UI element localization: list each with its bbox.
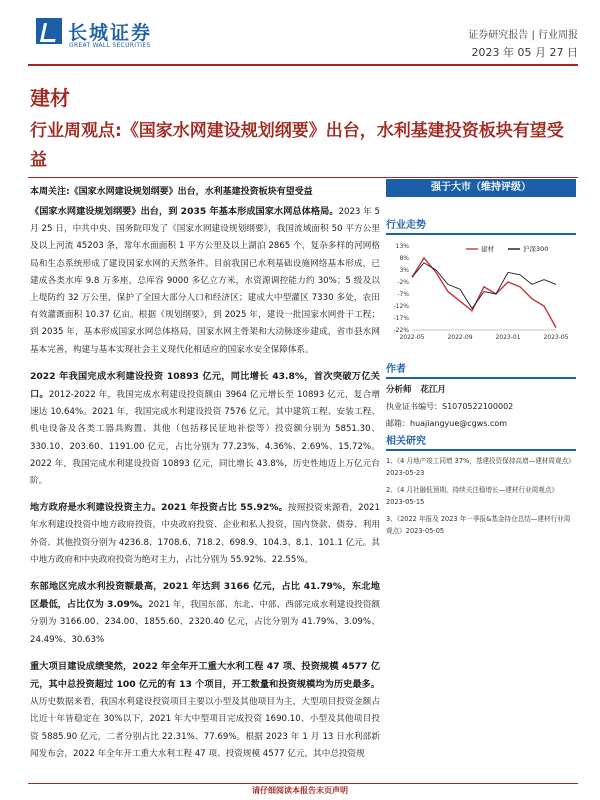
paragraph-lead: 地方政府是水利建设投资主力。2021 年投资占比 55.92%。 [30, 502, 288, 514]
paragraph-body: 按照投资来源看，2021 年水利建设投资中地方政府投资，中央政府投资、企业和私人投资，国内贷款、债券、利用外资、其他投资分别为 4236.8、1708.6、718.2、698.9、104.3、8.1、101.1 亿元。其中地方政府和中央政府投资为绝对主力，占比分别为 55.92%、22.55%。 [30, 503, 380, 565]
trend-section [386, 216, 576, 235]
y-tick-label: -22% [393, 327, 409, 334]
trend-heading: 行业走势 [386, 216, 576, 235]
main-body [30, 203, 380, 763]
related-list [386, 456, 576, 537]
paragraph [30, 658, 380, 763]
analyst-name: 花江月 [420, 385, 446, 395]
authors-heading: 作者 [386, 360, 576, 379]
paragraph-body: 2021 年，我国东部、东北、中部、西部完成水利建设投资额分别为 3166.00、234.00、1855.60、2320.40 亿元，占比分别为 41.79%、3.09%、24.49%、30.63% [30, 600, 380, 645]
y-tick-label: -2% [397, 279, 409, 286]
paragraph-lead: 东部地区完成水利投资额最高，2021 年达到 3166 亿元，占比 41.79%，东北地区最低，占比仅为 3.09%。 [30, 581, 380, 611]
paragraph-lead: 2022 年我国完成水利建设投资 10893 亿元，同比增长 43.8%，首次突破万亿关口。 [30, 370, 380, 401]
legend-label: 沪深300 [523, 245, 549, 253]
authors-section [386, 360, 576, 429]
y-tick-label: -12% [393, 303, 409, 310]
paragraph-body: 2023 年 5 月 25 日，中共中央、国务院印发了《国家水网建设规划纲要》，我国流域面积 50 平方公里及以上河流 45203 条，常年水面面积 1 平方公里及以上湖泊 2865 个，复杂多样的河网格局和生态系统形成了建设国家水网的天然条件。目前我国已水利基础设施网络基本形成，已建成各类水库 9.8 万多座，总库容 9000 多亿立方米，水资源调控能力约 30%；5 级及以上堤防约 32 万公里，保护了全国大部分人口和经济区；建成大中型灌区 7330 多处，农田有效灌溉面积 10.37 亿亩。根据《规划纲要》，到 2025 年，建设一批国家水网骨干工程；到 2035 年，基本形成国家水网总体格局，国家水网主骨架和大动脉逐步建成，省市县水网基本完善，构建与基本实现社会主义现代化相适应的国家水安全保障体系。 [30, 207, 380, 355]
footer-disclaimer: 请仔细阅读本报告末页声明 [252, 786, 348, 795]
y-tick-label: -7% [397, 291, 409, 298]
report-date: 2023 年 05 月 27 日 [471, 46, 578, 59]
trend-chart [386, 238, 576, 350]
footer-rule [28, 783, 578, 784]
paragraph-body: 从历史数据来看，我国水利建设投资项目主要以小型及其他项目为主，大型项目投资金额占比近十年皆稳定在 30%以下，2021 年大中型项目完成投资 1690.10、小型及其他项目投资 5885.90 亿元，二者分别占比 22.31%、77.69%。根据 2023 年 1 月 13 日水利部新闻发布会，2022 年全年开工重大水利工程 47 项、投资规模 4577 亿元，其中总投资规 [30, 697, 380, 759]
analyst-email[interactable]: 邮箱：huajiangyue@cgws.com [386, 419, 508, 428]
analyst-label: 分析师 [386, 385, 412, 395]
related-item[interactable]: 2、《4 月社融低预期，持续关注稳增长—建材行业周观点》2023-05-15 [386, 486, 559, 506]
x-tick-label: 2022-09 [447, 334, 473, 341]
x-tick-label: 2023-01 [495, 334, 521, 341]
paragraph-lead: 重大项目建设成绩斐然，2022 年全年开工重大水利工程 47 项、投资规模 4577 亿元，其中总投资超过 100 亿元的有 13 个项目，开工数量和投资规模均为历史最多。 [30, 660, 380, 691]
related-section [386, 432, 576, 543]
title-rule [28, 177, 578, 178]
company-logo [36, 18, 166, 52]
paragraph-lead: 《国家水网建设规划纲要》出台，到 2035 年基本形成国家水网总体格局。 [30, 206, 339, 217]
trend-chart-svg [386, 238, 576, 350]
paragraph [30, 368, 380, 490]
paragraph-body: 2012-2022 年，我国完成水利建设投资额由 3964 亿元增长至 10893 亿元，复合增速达 10.64%。2021 年，我国完成水利建设投资 7576 亿元，其中建筑工程、安装工程、机电设备及各类工器具购置、其他（包括移民征地补偿等）投资额分别为 5851.30、330.10、203.60、1191.00 亿元，占比分别为 77.23%、4.36%、2.69%、15.72%。2022 年，我国完成水利建设投资 10893 亿元，同比增长 43.8%，历史性地迈上万亿元台阶。 [30, 390, 381, 487]
rating-badge: 强于大市（维持评级） [386, 179, 576, 197]
logo-en-text: GREAT WALL SECURITIES [69, 42, 151, 49]
y-tick-label: -17% [393, 315, 409, 322]
logo-cn-text: 长城证券 [68, 22, 153, 44]
y-tick-label: 3% [399, 267, 409, 274]
report-type: 证券研究报告 | 行业周报 [468, 30, 578, 41]
sector-title: 建材 [30, 86, 70, 110]
x-tick-label: 2022-05 [399, 334, 425, 341]
legend-label: 建材 [481, 245, 494, 253]
header-rule [28, 64, 578, 66]
x-tick-label: 2023-05 [543, 334, 569, 341]
report-title: 行业周观点:《国家水网建设规划纲要》出台，水利基建投资板块有望受益 [30, 121, 564, 170]
related-item[interactable]: 3、《2022 年报及 2023 年一季报&基金持仓总结—建材行业周观点》2023-05-05 [386, 515, 571, 535]
y-tick-label: 8% [399, 255, 409, 262]
paragraph [30, 203, 380, 359]
logo-mark-icon [36, 18, 62, 44]
weekly-focus: 本周关注:《国家水网建设规划纲要》出台，水利基建投资板块有望受益 [30, 187, 313, 197]
cert-number: 执业证书编号：S1070522100002 [386, 402, 514, 411]
paragraph [30, 499, 380, 569]
paragraph [30, 578, 380, 649]
report-meta [468, 26, 578, 60]
y-tick-label: 13% [395, 243, 409, 250]
related-item[interactable]: 1、《4 月地产竣工同增 37%，基建投资保持高增—建材周观点》2023-05-23 [386, 457, 575, 477]
related-heading: 相关研究 [386, 432, 576, 451]
analyst-line [386, 383, 576, 395]
